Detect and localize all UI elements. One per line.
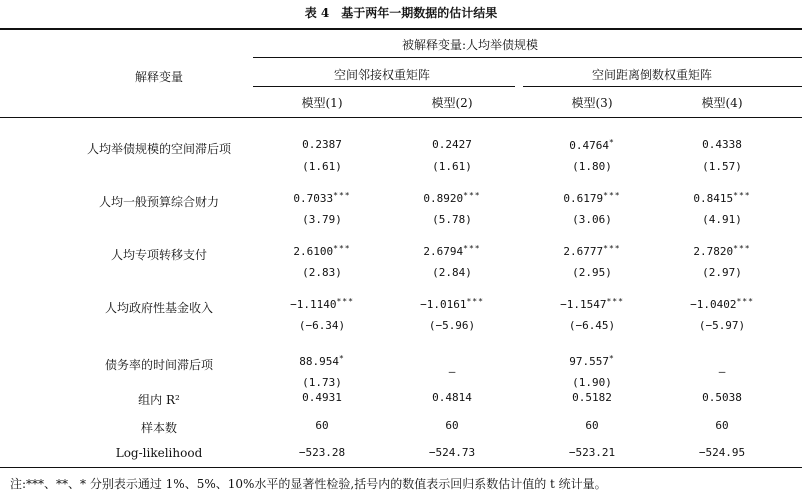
coefficient-value: 0.8920	[423, 192, 464, 205]
t-statistic-cell: (1.73)	[302, 376, 342, 389]
row-label: 债务率的时间滞后项	[104, 358, 214, 372]
coefficient-value: 2.6794	[423, 245, 464, 258]
significance-stars: ***	[733, 244, 751, 253]
coefficient-value: −1.0402	[690, 298, 737, 311]
row-label: 人均一般预算综合财力	[98, 195, 220, 209]
t-statistic-cell: (2.84)	[432, 266, 472, 279]
stat-label: Log-likelihood	[115, 446, 203, 460]
coefficient-value: 0.6179	[563, 192, 604, 205]
coefficient-cell	[302, 138, 342, 151]
stat-label: 样本数	[140, 421, 178, 435]
t-statistic-cell: (3.06)	[572, 213, 612, 226]
t-statistic-cell: (2.83)	[302, 266, 342, 279]
stat-value: 60	[315, 419, 329, 432]
stat-value: −524.73	[428, 446, 476, 459]
explanatory-variable-header: 解释变量	[134, 70, 184, 84]
coefficient-value: −1.1547	[560, 298, 607, 311]
coefficient-cell	[563, 244, 620, 258]
t-statistic-cell: (1.57)	[702, 160, 742, 173]
coefficient-cell	[702, 138, 742, 151]
model-header-1: 模型(1)	[301, 96, 343, 110]
t-statistic-cell: (1.90)	[572, 376, 612, 389]
stat-value: 0.4814	[432, 391, 472, 404]
coefficient-cell	[299, 354, 345, 368]
stat-label: 组内 R²	[138, 393, 180, 407]
table-title: 表 4 基于两年一期数据的估计结果	[304, 6, 498, 20]
coefficient-cell	[690, 297, 754, 311]
coefficient-value: 0.2427	[432, 138, 472, 151]
stat-value: 0.4931	[302, 391, 342, 404]
t-statistic-cell: (1.61)	[302, 160, 342, 173]
group-adjacency-header: 空间邻接权重矩阵	[333, 68, 431, 82]
t-statistic-cell: (5.78)	[432, 213, 472, 226]
group-distance-header: 空间距离倒数权重矩阵	[591, 68, 713, 82]
coefficient-cell	[293, 191, 350, 205]
t-statistic-cell: (−5.96)	[428, 319, 476, 332]
coefficient-value: —	[448, 365, 456, 378]
significance-stars: ***	[603, 191, 621, 200]
t-statistic-cell: (−6.45)	[568, 319, 616, 332]
stat-value: 60	[715, 419, 729, 432]
stat-value: 60	[585, 419, 599, 432]
coefficient-value: 2.6777	[563, 245, 604, 258]
row-label: 人均政府性基金收入	[104, 301, 214, 315]
bottom-rule	[0, 467, 802, 468]
coefficient-value: −1.1140	[290, 298, 337, 311]
coefficient-value: 2.7820	[693, 245, 734, 258]
coefficient-cell	[693, 191, 750, 205]
t-statistic-cell: (2.97)	[702, 266, 742, 279]
header-rule	[0, 117, 802, 118]
t-statistic-cell: (3.79)	[302, 213, 342, 226]
coefficient-value: 0.4764	[569, 139, 609, 152]
stat-value: 60	[445, 419, 459, 432]
significance-stars: ***	[333, 244, 351, 253]
significance-stars: ***	[606, 297, 624, 306]
coefficient-value: 0.2387	[302, 138, 342, 151]
row-label: 人均举债规模的空间滞后项	[86, 142, 232, 156]
significance-stars: ***	[466, 297, 484, 306]
coefficient-cell	[563, 191, 620, 205]
model-header-3: 模型(3)	[571, 96, 613, 110]
coefficient-cell	[569, 138, 615, 152]
significance-stars: *	[608, 354, 615, 363]
coefficient-cell	[569, 354, 615, 368]
row-label: 人均专项转移支付	[110, 248, 208, 262]
stat-value: −524.95	[698, 446, 746, 459]
stat-value: 0.5038	[702, 391, 742, 404]
t-statistic-cell: (2.95)	[572, 266, 612, 279]
stat-value: −523.21	[568, 446, 616, 459]
t-statistic-cell: (1.80)	[572, 160, 612, 173]
coefficient-value: 97.557	[569, 355, 609, 368]
coefficient-cell	[432, 138, 472, 151]
coefficient-cell	[423, 191, 480, 205]
significance-stars: ***	[733, 191, 751, 200]
significance-stars: ***	[463, 191, 481, 200]
coefficient-cell	[423, 244, 480, 258]
coefficient-cell	[420, 297, 484, 311]
t-statistic-cell: (4.91)	[702, 213, 742, 226]
group1-underline	[253, 86, 515, 87]
coefficient-cell	[693, 244, 750, 258]
model-header-4: 模型(4)	[701, 96, 743, 110]
significance-stars: *	[338, 354, 345, 363]
coefficient-value: —	[718, 365, 726, 378]
significance-stars: ***	[333, 191, 351, 200]
coefficient-cell	[719, 365, 726, 378]
t-statistic-cell: (1.61)	[432, 160, 472, 173]
group2-underline	[523, 86, 802, 87]
significance-stars: ***	[463, 244, 481, 253]
dependent-variable-header: 被解释变量:人均举债规模	[401, 38, 539, 52]
t-statistic-cell: (−6.34)	[298, 319, 346, 332]
coefficient-cell	[293, 244, 350, 258]
table-note: 注:***、**、* 分别表示通过 1%、5%、10%水平的显著性检验,括号内的数值表示回归系数估计值的 t 统计量。	[10, 477, 607, 491]
coefficient-cell	[290, 297, 354, 311]
coefficient-cell	[560, 297, 624, 311]
model-header-2: 模型(2)	[431, 96, 473, 110]
significance-stars: ***	[336, 297, 354, 306]
significance-stars: *	[608, 138, 615, 147]
t-statistic-cell: (−5.97)	[698, 319, 746, 332]
dependent-underline	[253, 57, 802, 58]
stat-value: −523.28	[298, 446, 346, 459]
coefficient-value: 2.6100	[293, 245, 334, 258]
top-rule	[0, 28, 802, 30]
coefficient-value: 0.4338	[702, 138, 742, 151]
coefficient-value: 0.8415	[693, 192, 734, 205]
significance-stars: ***	[603, 244, 621, 253]
coefficient-cell	[449, 365, 456, 378]
significance-stars: ***	[736, 297, 754, 306]
stat-value: 0.5182	[572, 391, 612, 404]
coefficient-value: 0.7033	[293, 192, 334, 205]
coefficient-value: 88.954	[299, 355, 339, 368]
coefficient-value: −1.0161	[420, 298, 467, 311]
